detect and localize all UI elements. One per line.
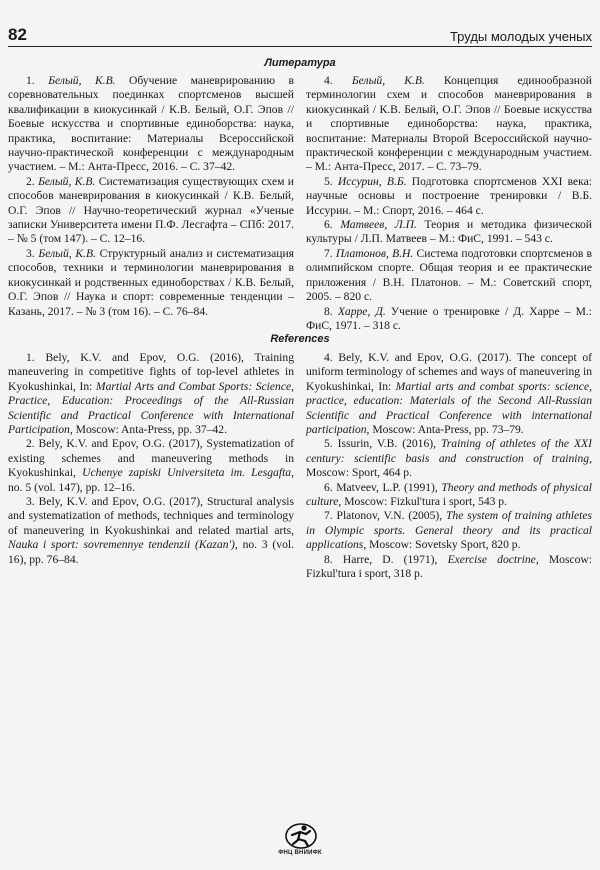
reference-details: , Moscow: Fizkul'tura i sport, 543 p. <box>338 495 508 509</box>
reference-details: , no. 5 (vol. 147), pp. 12–16. <box>8 466 294 494</box>
reference-number: 4. <box>324 74 352 87</box>
reference-details: , no. 3 (vol. 16), pp. 76–84. <box>8 538 294 566</box>
reference-entry <box>8 437 294 495</box>
reference-source-title: Theory and methods of physical culture <box>306 480 592 509</box>
reference-entry <box>8 247 294 319</box>
reference-entry <box>306 175 592 218</box>
reference-source-title: The system of training athletes in Olympic sports. General theory and its practical applications <box>306 509 592 552</box>
reference-number: 3. <box>26 246 39 260</box>
reference-text: Система подготовки спортсменов в олимпийском спорте. Общая теория и ее практические приложения / В.Н. Платонов. – М.: Советский спорт, 2005. – 820 с. <box>306 246 593 304</box>
reference-author: Матвеев, Л.П. <box>340 218 417 232</box>
reference-entry <box>8 74 294 175</box>
references-left-column <box>8 351 294 582</box>
reference-details: , Moscow: Anta-Press, pp. 37–42. <box>69 423 227 437</box>
reference-text: 2. Bely, K.V. and Epov, O.G. (2017), Systematization of existing schemes and maneuvering methods in Kyokushinkai, <box>8 437 294 480</box>
reference-entry <box>306 351 592 437</box>
reference-text: 3. Bely, K.V. and Epov, O.G. (2017), Structural analysis and systematization of methods, techniques and terminology of maneuvering in Kyokushinkai and related martial arts, <box>8 495 294 537</box>
reference-text: 8. Harre, D. (1971), <box>324 552 448 566</box>
reference-author: Харре, Д. <box>337 304 386 318</box>
reference-details: , Moscow: Sovetsky Sport, 820 p. <box>363 538 521 552</box>
reference-number: 8. <box>324 304 338 318</box>
running-title: Труды молодых ученых <box>449 29 592 44</box>
reference-author: Иссурин, В.Б. <box>337 174 407 188</box>
reference-source-title: Exercise doctrine <box>447 552 536 566</box>
reference-entry <box>8 495 294 567</box>
reference-entry <box>306 218 592 247</box>
reference-source-title: Nauka i sport: sovremennye tendenzii (Kazan') <box>8 538 235 552</box>
reference-text: Учение о тренировке / Д. Харре – М.: ФиС, 1971. – 318 с. <box>306 304 592 332</box>
reference-text: Обучение маневрированию в соревновательных поединках спортсменов высшей квалификации в киокусинкай / К.В. Белый, О.Г. Эпов // Боевые искусства и спортивные единоборства: наука, практика, воспитание: Материалы Всероссийской научно-практической конференции с международным участием. – М.: Анта-Пресс, 2016. – С. 37–42. <box>8 74 294 174</box>
reference-text: 1. Bely, K.V. and Epov, O.G. (2016), Training maneuvering in competitive fights of top-level athletes in Kyokushinkai, In: <box>8 351 294 393</box>
reference-number: 2. <box>26 174 39 188</box>
literatura-left-column <box>8 74 294 333</box>
reference-entry <box>8 351 294 437</box>
reference-details: , Moscow: Sport, 464 p. <box>306 451 592 480</box>
reference-entry <box>306 305 592 334</box>
publisher-name: ФНЦ ВНИИФК <box>278 850 322 856</box>
reference-number: 5. <box>324 174 338 188</box>
reference-source-title: Uchenye zapiski Universiteta im. Lesgafta <box>82 466 292 480</box>
reference-text: Систематизация существующих схем и способов маневрирования в киокусинкай / К.В. Белый, О.Г. Эпов // Научно-теоретический журнал «Ученые записки Университета имени П.Ф. Лесгафта – СПб: 2017. – № 5 (том 147). – С. 12–16. <box>8 174 295 246</box>
literatura-columns <box>8 74 592 333</box>
reference-text: Подготовка спортсменов XXI века: научные основы и построение тренировки / В.Б. Иссурин. – М.: Спорт, 2016. – 464 с. <box>306 174 593 217</box>
reference-text: 7. Platonov, V.N. (2005), <box>324 509 446 523</box>
reference-details: , Moscow: Fizkul'tura i sport, 318 p. <box>306 552 593 581</box>
references-columns <box>8 351 592 582</box>
reference-details: , Moscow: Anta-Press, pp. 73–79. <box>366 423 524 437</box>
literatura-right-column <box>306 74 592 333</box>
reference-source-title: Martial arts and combat sports: science, practice, education: Materials of the Second All-Russian Scientific and Practical Conference with international participation <box>306 379 592 437</box>
reference-number: 1. <box>26 74 49 87</box>
reference-text: Концепция единообразной терминологии схем и способов маневрирования в киокусинкай / К.В. Белый, О.Г. Эпов // Боевые искусства и спортивные единоборства: наука, практика, воспитание: Материалы Второй Всероссийской научно-практической конференции с международным участием. – М.: Анта-Пресс, 2017. – С. 73–79. <box>306 74 593 174</box>
references-right-column <box>306 351 592 582</box>
page-number: 82 <box>8 25 27 44</box>
reference-author: Белый, К.В. <box>38 246 96 260</box>
reference-number: 7. <box>324 246 336 260</box>
reference-text: Структурный анализ и систематизация способов, техники и терминологии маневрирования в киокусинкай и родственных единоборствах / К.В. Белый, О.Г. Эпов // Наука и спорт: современные тенденции – Казань, 2017. – № 3 (том 16). – С. 76–84. <box>8 246 294 318</box>
reference-entry <box>306 437 592 480</box>
publisher-logo <box>281 822 321 862</box>
reference-text: 4. Bely, K.V. and Epov, O.G. (2017). The concept of uniform terminology of schemes and ways of maneuvering in Kyokushinkai, In: <box>306 351 592 393</box>
runner-emblem-icon <box>284 822 318 850</box>
reference-entry <box>306 247 592 305</box>
reference-source-title: Martial Arts and Combat Sports: Science, Practice, Education: Proceedings of the All-Russian Scientific and Practical Conference with International Participation <box>8 379 295 437</box>
reference-entry <box>306 553 592 582</box>
reference-entry <box>8 175 294 247</box>
reference-author: Белый, К.В. <box>38 174 96 188</box>
reference-text: Теория и методика физической культуры / Л.П. Матвеев – М.: ФиС, 1991. – 543 с. <box>306 218 592 246</box>
references-heading: References <box>270 333 330 345</box>
reference-entry <box>306 509 592 552</box>
reference-entry <box>306 481 592 510</box>
reference-source-title: Training of athletes of the XXI century: scientific basis and construction of training <box>306 437 592 465</box>
reference-number: 6. <box>324 218 341 232</box>
reference-text: 5. Issurin, V.B. (2016), <box>324 437 441 451</box>
reference-entry <box>306 74 592 175</box>
reference-text: 6. Matveev, L.P. (1991), <box>324 480 442 494</box>
literatura-heading: Литература <box>264 57 336 69</box>
reference-author: Белый, К.В. <box>351 74 425 87</box>
reference-author: Белый, К.В. <box>48 74 116 87</box>
running-header <box>8 22 592 47</box>
reference-author: Платонов, В.Н. <box>335 246 414 260</box>
